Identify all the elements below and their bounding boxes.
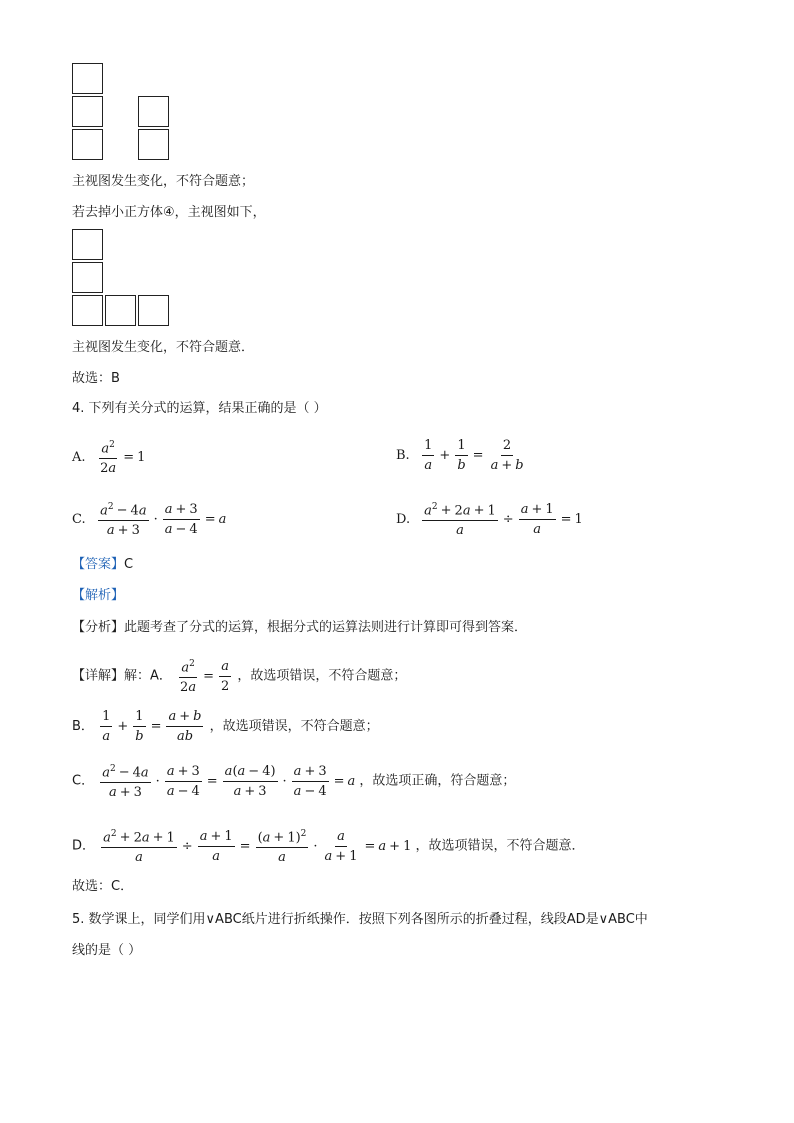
answer-row bbox=[72, 555, 133, 575]
detail-prefix: 【详解】解：A． bbox=[72, 668, 172, 684]
detail-d: D． $\frac{a^2 + 2a + 1}{a}$ ÷ $\frac{a + 1}{a}$ = $\frac{(a + 1)^2}{a}$ · $\frac{a}{a + 1}$ = a + 1 ，故选项错误，不符合题意． bbox=[72, 828, 585, 866]
analysis-summary: 【分析】此题考查了分式的运算，根据分式的运算法则进行计算即可得到答案． bbox=[72, 620, 528, 635]
front-view-figure-1 bbox=[72, 63, 182, 163]
front-view-figure-2 bbox=[72, 229, 182, 329]
detail-d-label: D． bbox=[72, 838, 96, 854]
detail-d-tail: ，故选项错误，不符合题意． bbox=[415, 838, 585, 854]
figure1-caption: 主视图发生变化，不符合题意； bbox=[72, 174, 255, 189]
detail-a-tail: ，故选项错误，不符合题意； bbox=[237, 668, 407, 684]
option-a: A. $\frac{a^2}{2a}$ = 1 bbox=[72, 440, 146, 477]
answer-value: C bbox=[124, 557, 134, 572]
remove-cube-4-text: 若去掉小正方体④，主视图如下， bbox=[72, 205, 266, 220]
option-c: C. $\frac{a^2 - 4a}{a + 3}$ · $\frac{a + 3}{a - 4}$ = a bbox=[72, 501, 227, 539]
option-b: B. $\frac{1}{a}$ + $\frac{1}{b}$ = $\frac{2}{a + b}$ bbox=[396, 438, 524, 473]
answer-q3: 故选：B bbox=[72, 371, 120, 386]
detail-a: 【详解】解：A． $\frac{a^2}{2a}$ = $\frac{a}{2}$ ，故选项错误，不符合题意； bbox=[72, 658, 407, 696]
detail-b: B． $\frac{1}{a}$ + $\frac{1}{b}$ = $\frac{a + b}{ab}$ ，故选项错误，不符合题意； bbox=[72, 709, 379, 744]
detail-b-label: B． bbox=[72, 719, 94, 734]
detail-c: C． $\frac{a^2 - 4a}{a + 3}$ · $\frac{a + 3}{a - 4}$ = $\frac{a(a - 4)}{a + 3}$ · $\frac{a + 3}{a - 4}$ = a ，故选项正确，符合题意； bbox=[72, 763, 516, 801]
figure2-caption: 主视图发生变化，不符合题意． bbox=[72, 340, 255, 355]
answer-q4: 故选：C． bbox=[72, 879, 134, 894]
analysis-tag: 【解析】 bbox=[72, 588, 125, 603]
option-d-label: D. bbox=[396, 511, 411, 527]
detail-b-tail: ，故选项错误，不符合题意； bbox=[209, 719, 379, 734]
detail-c-tail: ，故选项正确，符合题意； bbox=[359, 773, 516, 789]
answer-tag: 【答案】 bbox=[72, 557, 125, 572]
question-4-stem: 4. 下列有关分式的运算，结果正确的是（ ） bbox=[72, 401, 327, 416]
option-d: D. $\frac{a^2 + 2a + 1}{a}$ ÷ $\frac{a + 1}{a}$ = 1 bbox=[396, 501, 583, 539]
question-5-line-2: 线的是（ ） bbox=[72, 943, 142, 958]
detail-c-label: C． bbox=[72, 773, 95, 789]
question-5-line-1: 5. 数学课上，同学们用∨ABC纸片进行折纸操作．按照下列各图所示的折叠过程，线段AD是∨ABC中 bbox=[72, 912, 648, 927]
option-c-label: C. bbox=[72, 511, 86, 527]
option-a-label: A. bbox=[72, 449, 86, 465]
option-b-label: B. bbox=[396, 448, 410, 463]
